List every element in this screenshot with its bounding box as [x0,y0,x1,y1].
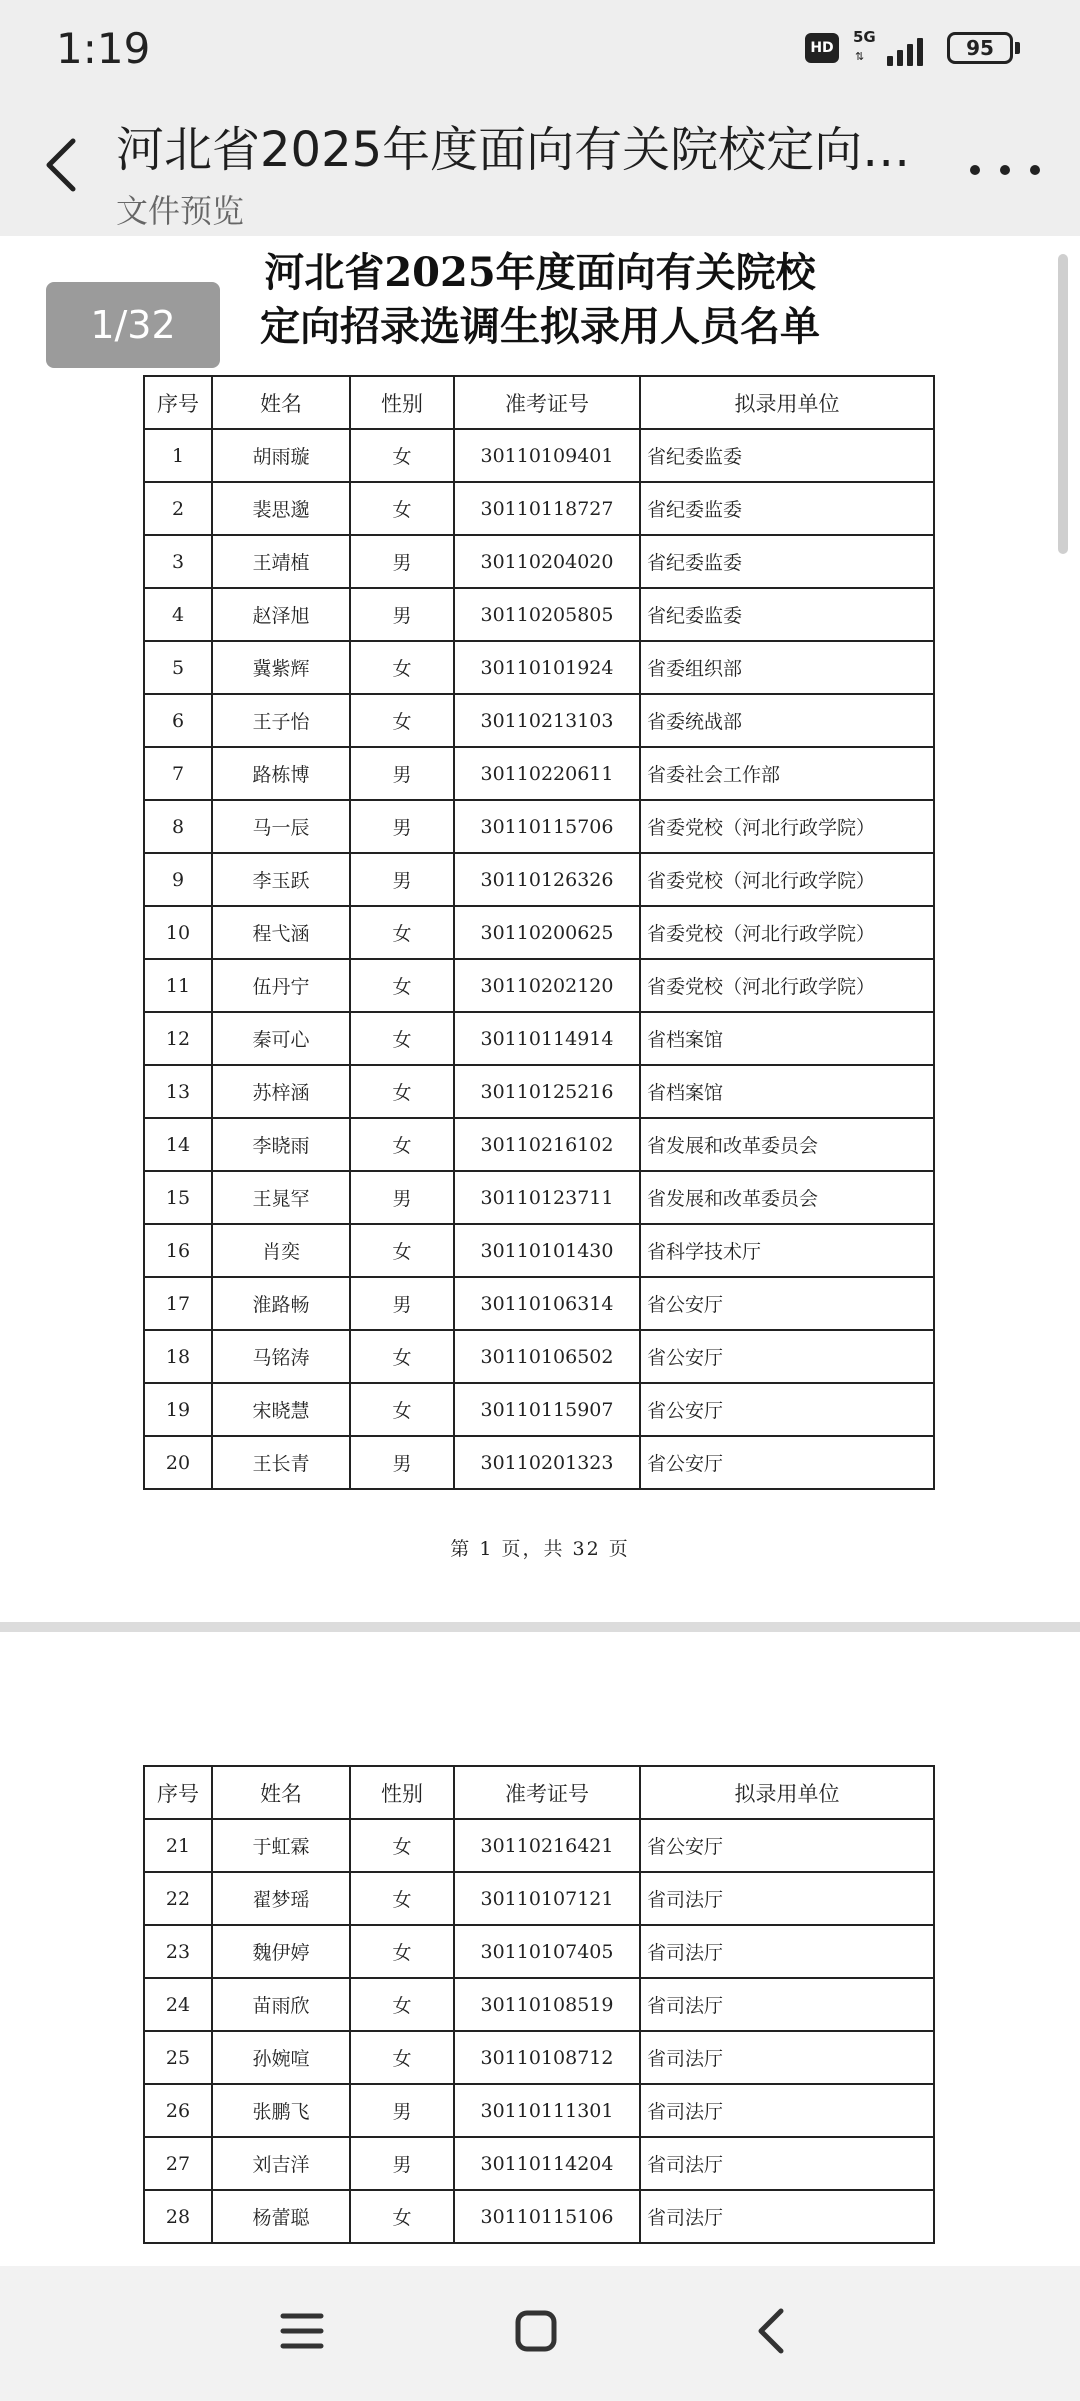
cell-name: 淮路畅 [212,1277,350,1330]
cell-unit: 省科学技术厅 [640,1224,934,1277]
cell-gender: 男 [350,800,454,853]
cell-gender: 女 [350,1330,454,1383]
cell-index: 17 [144,1277,212,1330]
cell-exam-number: 30110108712 [454,2031,640,2084]
back-button[interactable] [30,130,90,200]
cell-gender: 女 [350,482,454,535]
table-row [144,1277,934,1330]
cell-index: 22 [144,1872,212,1925]
table-row [144,1383,934,1436]
status-icons [805,30,1020,66]
pdf-title-line-1: 河北省2025年度面向有关院校 [264,249,816,296]
cell-index: 9 [144,853,212,906]
document-subtitle: 文件预览 [116,192,245,230]
cell-unit: 省司法厅 [640,1978,934,2031]
cell-gender: 女 [350,1383,454,1436]
table-row [144,2190,934,2243]
cell-exam-number: 30110111301 [454,2084,640,2137]
header-unit: 拟录用单位 [640,376,934,429]
cell-name: 苏梓涵 [212,1065,350,1118]
cell-exam-number: 30110205805 [454,588,640,641]
header-index: 序号 [144,376,212,429]
cell-exam-number: 30110107405 [454,1925,640,1978]
cell-name: 李晓雨 [212,1118,350,1171]
cell-exam-number: 30110213103 [454,694,640,747]
cell-unit: 省委组织部 [640,641,934,694]
table-row [144,800,934,853]
network-label: 5G [853,28,876,46]
data-arrows-icon: ⇅ [855,50,865,63]
app-header [0,100,1080,236]
table-header-row [144,376,934,429]
cell-unit: 省司法厅 [640,1925,934,1978]
cell-name: 王长青 [212,1436,350,1489]
cell-name: 肖奕 [212,1224,350,1277]
table-row [144,641,934,694]
cell-unit: 省委党校（河北行政学院） [640,853,934,906]
cell-unit: 省档案馆 [640,1065,934,1118]
header-exam-number: 准考证号 [454,376,640,429]
cell-index: 12 [144,1012,212,1065]
cell-index: 24 [144,1978,212,2031]
cell-unit: 省纪委监委 [640,429,934,482]
cell-unit: 省委党校（河北行政学院） [640,800,934,853]
status-time: 1:19 [56,24,151,73]
cell-exam-number: 30110106502 [454,1330,640,1383]
cell-index: 26 [144,2084,212,2137]
cell-exam-number: 30110125216 [454,1065,640,1118]
cell-gender: 女 [350,1012,454,1065]
table-row [144,535,934,588]
table-row [144,429,934,482]
cell-index: 6 [144,694,212,747]
battery-level: 95 [947,32,1013,64]
table-row [144,1436,934,1489]
cell-index: 1 [144,429,212,482]
cell-name: 伍丹宁 [212,959,350,1012]
cell-name: 王子怡 [212,694,350,747]
cell-gender: 女 [350,694,454,747]
cell-index: 18 [144,1330,212,1383]
signal-icon [853,30,933,66]
cell-name: 路栋博 [212,747,350,800]
document-viewer[interactable] [0,236,1080,2266]
cell-gender: 男 [350,588,454,641]
cell-gender: 男 [350,747,454,800]
cell-index: 14 [144,1118,212,1171]
cell-name: 孙婉喧 [212,2031,350,2084]
cell-name: 张鹏飞 [212,2084,350,2137]
battery-icon [947,32,1020,64]
cell-unit: 省司法厅 [640,2190,934,2243]
cell-unit: 省发展和改革委员会 [640,1171,934,1224]
cell-unit: 省委党校（河北行政学院） [640,959,934,1012]
cell-index: 16 [144,1224,212,1277]
cell-gender: 男 [350,853,454,906]
cell-gender: 女 [350,1872,454,1925]
cell-name: 程弋涵 [212,906,350,959]
cell-index: 23 [144,1925,212,1978]
cell-gender: 女 [350,641,454,694]
page-footer: 第 1 页，共 32 页 [450,1538,630,1560]
table-row [144,1925,934,1978]
cell-index: 2 [144,482,212,535]
scrollbar-thumb[interactable] [1058,254,1068,554]
table-row [144,906,934,959]
cell-index: 21 [144,1819,212,1872]
cell-gender: 女 [350,1978,454,2031]
cell-gender: 女 [350,1925,454,1978]
table-row [144,1978,934,2031]
cell-exam-number: 30110126326 [454,853,640,906]
cell-unit: 省委社会工作部 [640,747,934,800]
cell-unit: 省纪委监委 [640,588,934,641]
cell-exam-number: 30110216102 [454,1118,640,1171]
table-row [144,2137,934,2190]
cell-exam-number: 30110101430 [454,1224,640,1277]
cell-name: 赵泽旭 [212,588,350,641]
header-name: 姓名 [212,376,350,429]
table-row [144,1065,934,1118]
cell-name: 刘吉洋 [212,2137,350,2190]
signal-bars-icon [887,38,923,66]
more-dot-icon [1000,165,1010,175]
cell-name: 裴思邈 [212,482,350,535]
cell-exam-number: 30110115106 [454,2190,640,2243]
cell-index: 10 [144,906,212,959]
cell-name: 魏伊婷 [212,1925,350,1978]
cell-index: 28 [144,2190,212,2243]
page-indicator: 1/32 [46,282,220,368]
cell-unit: 省委党校（河北行政学院） [640,906,934,959]
table-row [144,694,934,747]
cell-name: 马一辰 [212,800,350,853]
cell-name: 翟梦瑶 [212,1872,350,1925]
cell-exam-number: 30110220611 [454,747,640,800]
cell-index: 3 [144,535,212,588]
table-row [144,1012,934,1065]
home-square-icon [514,2309,558,2353]
cell-gender: 女 [350,959,454,1012]
cell-unit: 省司法厅 [640,2137,934,2190]
cell-unit: 省委统战部 [640,694,934,747]
cell-exam-number: 30110114204 [454,2137,640,2190]
cell-gender: 男 [350,535,454,588]
cell-name: 冀紫辉 [212,641,350,694]
cell-name: 王晁罕 [212,1171,350,1224]
header-name: 姓名 [212,1766,350,1819]
cell-unit: 省司法厅 [640,2084,934,2137]
cell-name: 王靖植 [212,535,350,588]
header-gender: 性别 [350,376,454,429]
cell-unit: 省纪委监委 [640,535,934,588]
table-row [144,2031,934,2084]
cell-index: 11 [144,959,212,1012]
cell-index: 7 [144,747,212,800]
cell-index: 19 [144,1383,212,1436]
cell-name: 马铭涛 [212,1330,350,1383]
nav-back-button[interactable] [730,2296,810,2366]
table-row [144,1171,934,1224]
cell-exam-number: 30110106314 [454,1277,640,1330]
cell-gender: 女 [350,1065,454,1118]
menu-button[interactable] [262,2296,342,2366]
header-unit: 拟录用单位 [640,1766,934,1819]
cell-exam-number: 30110204020 [454,535,640,588]
cell-name: 杨蕾聪 [212,2190,350,2243]
more-dot-icon [970,165,980,175]
more-options-button[interactable] [970,150,1040,190]
pdf-title [160,246,920,354]
cell-name: 胡雨璇 [212,429,350,482]
table-row [144,588,934,641]
cell-unit: 省公安厅 [640,1277,934,1330]
table-row [144,2084,934,2137]
table-row [144,853,934,906]
table-row [144,747,934,800]
cell-unit: 省公安厅 [640,1819,934,1872]
cell-gender: 男 [350,1436,454,1489]
cell-index: 20 [144,1436,212,1489]
table-row [144,1872,934,1925]
cell-unit: 省公安厅 [640,1330,934,1383]
cell-exam-number: 30110201323 [454,1436,640,1489]
cell-gender: 女 [350,429,454,482]
cell-unit: 省公安厅 [640,1383,934,1436]
cell-unit: 省司法厅 [640,2031,934,2084]
cell-exam-number: 30110118727 [454,482,640,535]
table-row [144,482,934,535]
table-row [144,1224,934,1277]
cell-name: 宋晓慧 [212,1383,350,1436]
cell-exam-number: 30110107121 [454,1872,640,1925]
cell-gender: 女 [350,2190,454,2243]
chevron-left-icon [43,137,77,193]
cell-exam-number: 30110115706 [454,800,640,853]
cell-gender: 男 [350,1171,454,1224]
cell-exam-number: 30110216421 [454,1819,640,1872]
cell-gender: 女 [350,1819,454,1872]
cell-index: 4 [144,588,212,641]
table-row [144,1819,934,1872]
cell-exam-number: 30110108519 [454,1978,640,2031]
cell-name: 李玉跃 [212,853,350,906]
status-bar [0,0,1080,100]
title-block [116,120,936,232]
cell-gender: 女 [350,1118,454,1171]
cell-gender: 男 [350,1277,454,1330]
cell-name: 苗雨欣 [212,1978,350,2031]
cell-unit: 省档案馆 [640,1012,934,1065]
cell-gender: 女 [350,906,454,959]
cell-exam-number: 30110123711 [454,1171,640,1224]
document-title: 河北省2025年度面向有关院校定向… [116,122,911,178]
cell-index: 5 [144,641,212,694]
chevron-left-icon [755,2307,785,2355]
cell-index: 8 [144,800,212,853]
cell-gender: 男 [350,2084,454,2137]
cell-index: 27 [144,2137,212,2190]
header-exam-number: 准考证号 [454,1766,640,1819]
table-header-row [144,1766,934,1819]
cell-index: 13 [144,1065,212,1118]
roster-table-page-2 [143,1765,935,2244]
system-nav-bar [0,2266,1080,2401]
cell-exam-number: 30110109401 [454,429,640,482]
header-index: 序号 [144,1766,212,1819]
cell-exam-number: 30110202120 [454,959,640,1012]
table-row [144,1330,934,1383]
more-dot-icon [1030,165,1040,175]
page-separator [0,1622,1080,1632]
cell-gender: 男 [350,2137,454,2190]
table-row [144,959,934,1012]
cell-exam-number: 30110115907 [454,1383,640,1436]
cell-index: 15 [144,1171,212,1224]
cell-unit: 省发展和改革委员会 [640,1118,934,1171]
header-gender: 性别 [350,1766,454,1819]
table-row [144,1118,934,1171]
cell-exam-number: 30110200625 [454,906,640,959]
cell-index: 25 [144,2031,212,2084]
cell-unit: 省纪委监委 [640,482,934,535]
cell-name: 于虹霖 [212,1819,350,1872]
roster-table-page-1 [143,375,935,1490]
cell-exam-number: 30110101924 [454,641,640,694]
cell-gender: 女 [350,1224,454,1277]
cell-gender: 女 [350,2031,454,2084]
hd-icon: HD [805,33,839,63]
cell-exam-number: 30110114914 [454,1012,640,1065]
menu-icon [280,2311,324,2351]
pdf-title-line-2: 定向招录选调生拟录用人员名单 [260,303,820,350]
home-button[interactable] [496,2296,576,2366]
cell-name: 秦可心 [212,1012,350,1065]
cell-unit: 省司法厅 [640,1872,934,1925]
cell-unit: 省公安厅 [640,1436,934,1489]
